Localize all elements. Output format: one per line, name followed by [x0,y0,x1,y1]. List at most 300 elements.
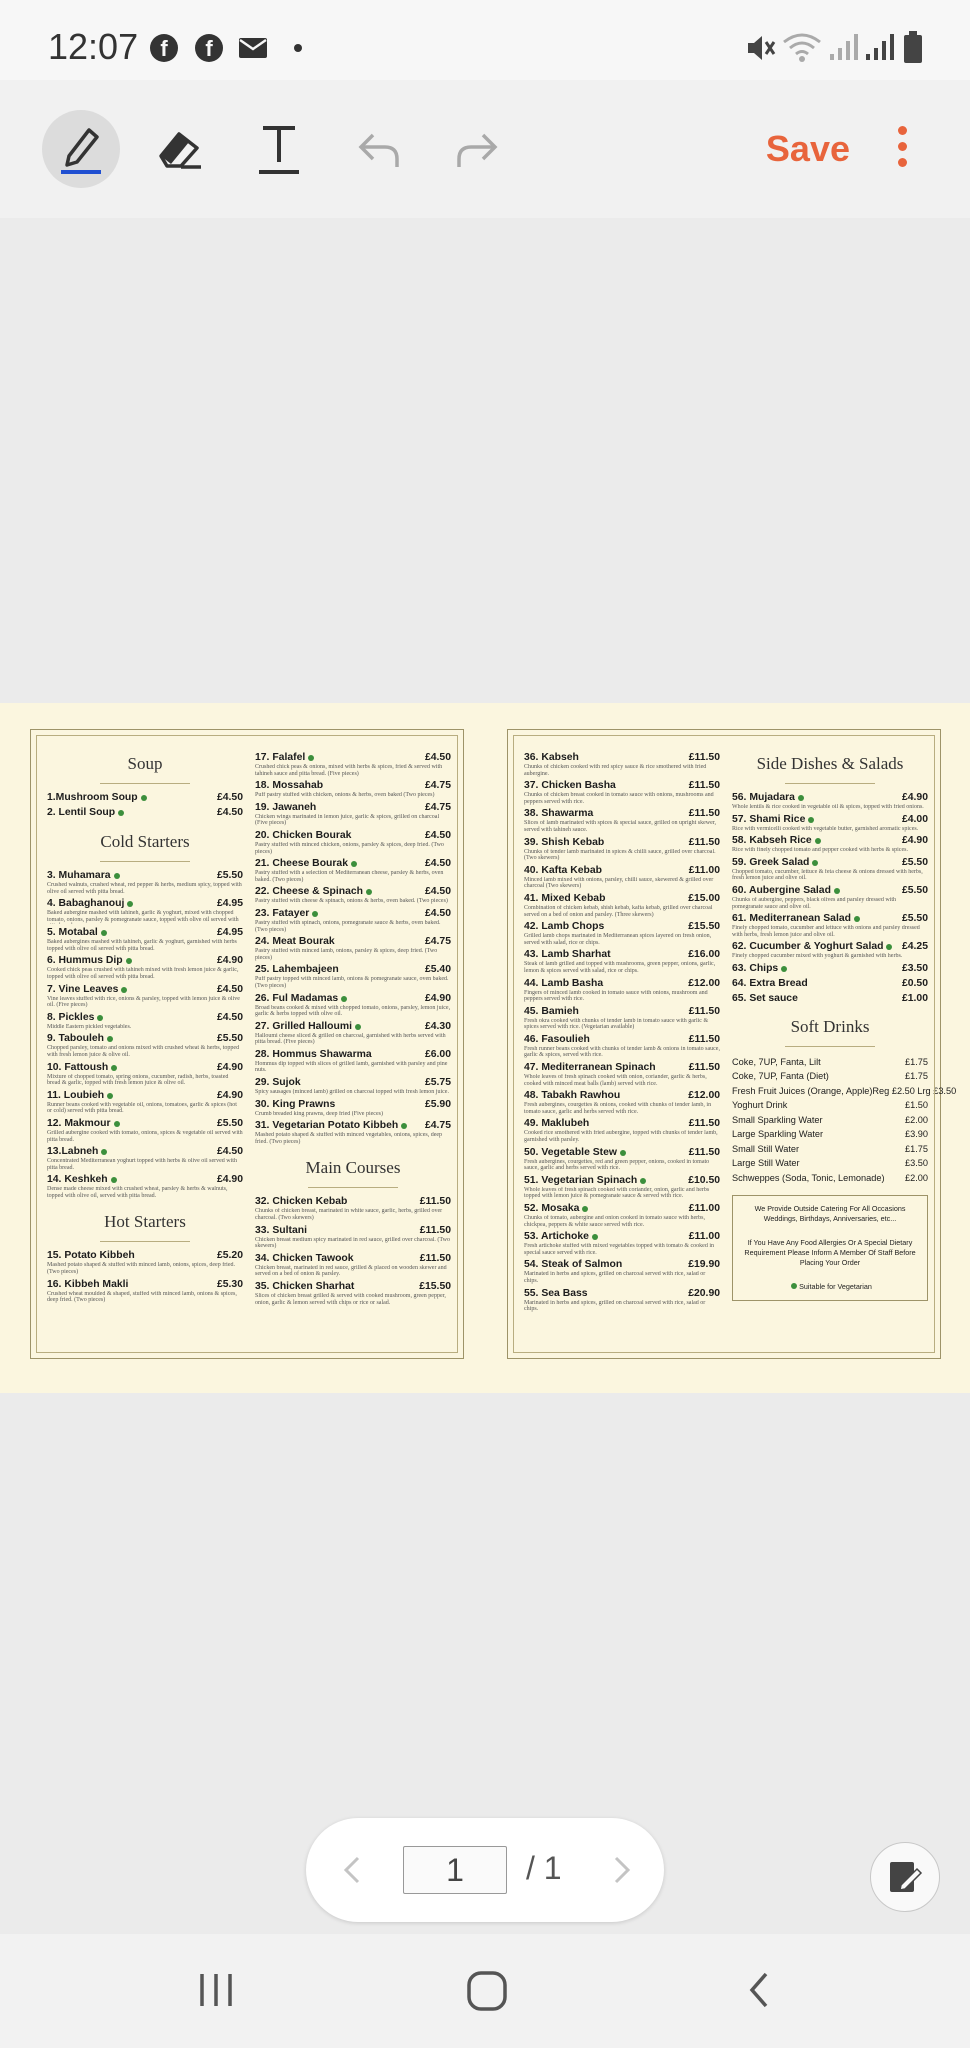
next-page-button[interactable] [606,1854,636,1886]
menu-item-label: 15. Potato Kibbeh [47,1250,135,1262]
menu-item [255,858,451,883]
drink-name: Schweppes (Soda, Tonic, Lemonade) [732,1172,885,1183]
vegetarian-icon [640,1178,646,1184]
menu-item-row [47,1146,243,1158]
drink-price: Reg £2.50 Lrg £3.50 [872,1085,957,1096]
menu-item-description: Chunks of tomato, aubergine and onion cooked in tomato sauce with herbs, chickpea, peppers & white sauce served with rice. [524,1215,706,1228]
vegetarian-icon [808,817,814,823]
menu-item-label: 34. Chicken Tawook [255,1252,354,1264]
menu-item-label: 25. Lahembajeen [255,964,339,976]
menu-item-price: £11.50 [688,1033,720,1045]
menu-item-price: £4.90 [216,1061,243,1073]
menu-item-label: 9. Tabouleh [47,1033,104,1045]
section-heading: Soup [127,754,163,773]
mute-icon [744,32,776,64]
menu-item [524,1203,720,1228]
menu-item [524,837,720,862]
menu-item-price: £4.90 [424,992,451,1004]
menu-item-name [255,1099,335,1111]
ornament [100,1236,190,1242]
menu-item-price: £5.50 [216,1033,243,1045]
menu-item-name [255,908,318,920]
menu-item-label: 46. Fasoulieh [524,1033,590,1045]
menu-item-label: 11. Loubieh [47,1089,105,1101]
recent-apps-button[interactable] [196,1970,236,2010]
menu-page-2 [507,729,957,1359]
menu-item-name [47,807,124,819]
menu-item-description: Pastry stuffed with spinach, onions, pomegranate sauce & herbs, oven baked. (Two pieces) [255,919,441,933]
menu-item-row [524,1147,720,1159]
drink-price: £1.75 [905,1143,928,1154]
menu-item-row [255,802,451,814]
menu-item [47,1118,243,1143]
menu-item [524,978,720,1003]
menu-item-name [255,830,351,842]
eraser-icon [155,126,203,172]
menu-page-1 [30,729,464,1359]
menu-item-row [732,978,928,990]
menu-item [255,830,451,855]
menu-item-price: £11.50 [688,1062,720,1074]
menu-item-row [47,1012,243,1024]
menu-item-row [524,921,720,933]
drink-row [732,1069,928,1084]
eraser-tool-button[interactable] [140,110,218,188]
menu-item-label: 49. Maklubeh [524,1118,590,1130]
menu-item-description: Chunks of chicken cooked with red spicy sauce & rice smothered with fried aubergine. [524,764,707,777]
menu-item-name [524,808,593,820]
menu-item [524,865,720,890]
menu-item-row [732,792,928,804]
menu-item-price: £11.50 [688,780,720,792]
menu-item-name [524,1062,656,1074]
menu-item-description: Baked aubergine mashed with tahineh, garlic & yoghurt, mixed with chopped tomato, onions, parsley & pomegranate sauce, topped with olive oil served with [47,910,239,923]
menu-item-price: £11.50 [688,752,720,763]
menu-item-row [732,941,928,953]
menu-item-label: 60. Aubergine Salad [732,884,831,896]
menu-item-label: 22. Cheese & Spinach [255,886,363,898]
menu-item [255,802,451,827]
menu-item-price: £4.90 [216,955,243,967]
menu-item-price: £5.50 [216,870,243,881]
menu-item-row [255,964,451,976]
drink-price: £3.90 [905,1129,928,1140]
undo-icon [357,129,401,169]
menu-item [524,1147,720,1172]
drink-name: Fresh Fruit Juices (Orange, Apple) [732,1085,873,1096]
menu-item [255,1281,451,1306]
menu-item-description: Dense made cheese mixed with crushed wheat, parsley & herbs & walnuts, topped with olive oil, served with pitta bread. [47,1186,228,1199]
menu-item-description: Fresh runner beans cooked with chunks of tender lamb & onions in tomato sauce, garlic & spices, served with rice. [524,1045,720,1059]
menu-item-name [524,1203,588,1215]
menu-item-price: £4.75 [424,936,451,948]
menu-item [47,807,243,819]
menu-item [732,857,928,882]
previous-page-button[interactable] [338,1854,368,1886]
menu-column [524,752,720,1324]
vegetarian-icon [308,755,314,761]
menu-item-price: £4.50 [424,858,451,870]
menu-item-description: Concentrated Mediterranean yoghurt topped with herbs & olive oil served with pitta bread. [47,1158,237,1171]
menu-item-description: Chunks of chicken breast, marinated in white sauce, garlic, herbs, grilled over charcoal. (Two skewers) [255,1208,443,1222]
menu-item-row [255,1077,451,1089]
drink-row [732,1171,928,1186]
menu-column [255,752,451,1317]
menu-item-label: 33. Sultani [255,1224,307,1236]
menu-item-description: Puff pastry topped with minced lamb, onions & pomegranate sauce, oven baked. (Two pieces) [255,976,449,989]
page-number-input[interactable]: 1 [403,1846,507,1894]
back-button[interactable] [744,1970,774,2010]
menu-item [732,835,928,854]
menu-item-row [47,1062,243,1074]
menu-item [732,913,928,938]
menu-item-label: 3. Muhamara [47,870,111,881]
menu-item-name [255,752,314,764]
menu-item [732,885,928,910]
ornament [100,856,190,862]
menu-item-row [255,1281,451,1293]
save-button[interactable]: Save [765,128,850,169]
menu-item-row [255,886,451,898]
menu-item-description: Rice with vermicelli cooked with vegetable butter, garnished aromatic spices. [732,825,919,832]
menu-item-price: £12.00 [688,1090,720,1102]
menu-item-price: £10.50 [688,1174,720,1186]
page-navigator [306,1818,664,1922]
menu-item [255,936,451,961]
menu-item-label: 29. Sujok [255,1077,301,1089]
menu-item-description: Vine leaves stuffed with rice, onions & parsley, topped with lemon juice & olive oil. (Five pieces) [47,995,240,1009]
dot-icon [294,44,302,52]
vegetarian-icon [815,838,821,844]
menu-item-description: Mashed potato shaped & stuffed with minced vegetables, onions, spices, deep fried. (Two pieces) [255,1132,443,1145]
menu-item-label: 8. Pickles [47,1011,95,1023]
drink-row [732,1098,928,1113]
menu-item-row [47,1033,243,1045]
menu-item-description: Grilled aubergine cooked with tomato, onions, spices & vegetable oil served with pitta bread. [47,1129,243,1143]
menu-item [47,1012,243,1031]
menu-item-label: 64. Extra Bread [732,977,808,989]
menu-item-row [524,893,720,905]
menu-item [255,1253,451,1278]
text-tool-button[interactable] [240,110,318,188]
menu-item-label: 62. Cucumber & Yoghurt Salad [732,941,884,953]
menu-item-row [47,1090,243,1102]
drink-row [732,1113,928,1128]
facebook-icon: f [195,34,223,62]
menu-item-label: 59. Greek Salad [732,856,810,868]
menu-item-row [255,1253,451,1265]
menu-item [524,752,720,777]
menu-item-row [47,898,243,910]
menu-item-name [524,949,611,961]
menu-item-label: 28. Hommus Shawarma [255,1048,372,1060]
menu-item-row [255,1049,451,1061]
menu-item-name [524,893,605,905]
menu-column [47,752,243,1315]
menu-item-description: Chunks of tender lamb marinated in spices & chilli sauce, grilled over charcoal. (Two skewers) [524,848,716,862]
menu-item-row [47,955,243,967]
menu-item [732,941,928,960]
menu-item [732,993,928,1005]
menu-item-price: £4.95 [216,927,243,939]
menu-item [255,993,451,1018]
menu-item [255,964,451,989]
vegetarian-icon [101,930,107,936]
menu-item-label: 54. Steak of Salmon [524,1259,623,1271]
menu-item-row [524,1203,720,1215]
menu-item-row [255,752,451,764]
menu-item-description: Cooked chick peas crushed with tahineh mixed with fresh lemon juice & garlic, topped with olive oil served with pitta bread. [47,967,239,980]
menu-item-price: £3.50 [901,962,928,974]
menu-item [255,886,451,905]
drink-name: Coke, 7UP, Fanta (Diet) [732,1071,829,1082]
more-options-icon[interactable] [896,126,908,168]
vegetarian-icon [355,1024,361,1030]
note-catering: We Provide Outside Catering For All Occasions Weddings, Birthdays, Anniversaries, etc... [754,1204,906,1224]
vegetarian-icon [366,889,372,895]
menu-item [524,1090,720,1115]
menu-item [47,898,243,924]
menu-item-row [47,807,243,819]
drink-name: Small Sparkling Water [732,1114,823,1125]
menu-item-description: Steak of lamb grilled and topped with mushrooms, green pepper, onions, garlic, lemon & spices served with salad, rice or chips. [524,961,716,974]
menu-item-name [732,792,804,804]
drink-price: £1.75 [905,1056,928,1067]
menu-item-row [47,1174,243,1186]
menu-item [732,814,928,833]
menu-item-label: 24. Meat Bourak [255,936,335,948]
menu-item-description: Grilled lamb chops marinated in Mediterranean spices layered on fresh onion, served with salad, rice or chips. [524,933,712,946]
menu-item-name [255,936,335,948]
menu-item [524,808,720,833]
menu-item-label: 61. Mediterranean Salad [732,913,851,925]
menu-item-label: 40. Kafta Kebab [524,864,602,876]
menu-item-price: £4.95 [216,898,243,910]
menu-item-description: Cooked rice smothered with fried aubergine, topped with chunks of tender lamb, garnished with parsley. [524,1130,718,1144]
menu-item-price: £4.30 [424,1020,451,1032]
menu-item-name [524,1006,579,1018]
menu-item [524,1288,720,1313]
menu-item-price: £4.50 [424,829,451,841]
ornament [785,778,875,784]
menu-item-row [524,837,720,849]
menu-item-name [732,814,814,826]
menu-item [524,1034,720,1059]
menu-item-price: £4.75 [424,1120,451,1132]
menu-item [47,792,243,804]
menu-item-price: £1.00 [901,992,928,1004]
menu-item-name [732,963,787,975]
menu-item-label: 17. Falafel [255,752,306,763]
menu-item [255,908,451,933]
menu-item-row [732,857,928,869]
menu-item-price: £4.50 [216,1146,243,1158]
menu-item-label: 52. Mosaka [524,1203,580,1214]
menu-item-description: Marinated in herbs and spices, grilled on charcoal served with rice, salad or chips. [524,1271,706,1284]
menu-item-name [47,1279,128,1291]
menu-item-name [47,898,133,910]
text-icon [257,122,301,176]
menu-item-description: Marinated in herbs and spices, grilled on charcoal served with rice, salad or chips. [524,1299,706,1313]
menu-item-price: £4.90 [901,835,928,847]
menu-item-label: 55. Sea Bass [524,1287,588,1299]
menu-item-price: £19.90 [688,1259,720,1271]
menu-item-row [255,908,451,920]
pen-tool-button[interactable] [42,110,120,188]
menu-item-price: £4.75 [424,780,451,792]
menu-item-name [524,1147,626,1159]
menu-item-name [732,913,860,925]
redo-button[interactable] [438,110,516,188]
menu-item-description: Fresh okra cooked with chunks of tender lamb in tomato sauce with garlic & spices served with rice. (Vegetarian available) [524,1017,709,1031]
menu-item-row [255,780,451,792]
menu-item-price: £4.50 [216,1011,243,1023]
menu-item-description: Pastry stuffed with minced chicken, onions, parsley & spices, deep fried. (Two pieces) [255,841,444,855]
editor-toolbar [0,80,970,218]
vegetarian-icon [107,1093,113,1099]
page-total: / 1 [526,1850,562,1886]
menu-item-name [524,865,602,877]
menu-item-name [47,1174,117,1186]
menu-item-price: £5.50 [901,884,928,896]
menu-item-name [732,857,818,869]
menu-item-label: 57. Shami Rice [732,813,806,825]
facebook-icon: f [150,34,178,62]
menu-item-price: £6.00 [424,1048,451,1060]
drink-row [732,1084,957,1099]
menu-item-description: Fresh aubergines, courgettes, red and green pepper, onions, cooked in tomato sauce, garlic and herbs served with rice. [524,1158,710,1172]
menu-item-row [47,1250,243,1262]
vegetarian-icon [781,966,787,972]
menu-item-name [732,941,892,953]
menu-item-label: 32. Chicken Kebab [255,1196,348,1208]
menu-item-description: Chunks of chicken breast cooked in tomato sauce with onions, mushrooms and peppers served with rice. [524,792,714,805]
menu-item-row [47,984,243,996]
menu-item-description: Whole leaves of fresh spinach cooked with onion, coriander, garlic & herbs, cooked with minced meat balls (lamb) served with rice. [524,1074,707,1087]
menu-item-name [47,927,107,939]
edit-pdf-button[interactable] [870,1842,940,1912]
menu-item-name [524,1259,622,1271]
menu-item-row [255,1099,451,1111]
vegetarian-icon [101,1149,107,1155]
menu-item-price: £5.50 [901,913,928,925]
menu-item-name [524,921,604,933]
menu-item-name [255,1196,347,1208]
menu-item-row [47,1279,243,1291]
drink-row [732,1127,928,1142]
menu-item-label: 36. Kabseh [524,752,579,763]
menu-item-row [524,1034,720,1046]
menu-item-price: £11.50 [688,808,720,820]
menu-item [255,1021,451,1046]
menu-item-price: £15.00 [688,892,720,904]
menu-item-price: £5.50 [216,1117,243,1129]
menu-item-label: 50. Vegetable Stew [524,1146,617,1158]
menu-item-description: Hommus dip topped with slices of grilled lamb, garnished with parsley and pine nuts. [255,1060,448,1074]
undo-button[interactable] [340,110,418,188]
menu-item-description: Runner beans cooked with vegetable oil, onions, tomatoes, garlic & spices (hot or cold) served with pitta bread. [47,1101,237,1115]
drink-name: Yoghurt Drink [732,1100,788,1111]
vegetarian-icon [812,860,818,866]
note-vegetarian: Suitable for Vegetarian [739,1282,921,1292]
menu-item-label: 4. Babaghanouj [47,898,125,910]
menu-item-label: 51. Vegetarian Spinach [524,1174,638,1186]
menu-item-price: £11.50 [419,1224,451,1236]
menu-item [524,780,720,805]
menu-item-price: £0.50 [901,977,928,989]
menu-item-price: £11.50 [688,836,720,848]
menu-item-row [524,1175,720,1187]
vegetarian-icon [854,916,860,922]
menu-item-description: Rice with finely chopped tomato and pepper cooked with herbs & spices. [732,847,908,854]
menu-item-name [255,858,357,870]
menu-item-name [524,1175,646,1187]
menu-item-label: 45. Bamieh [524,1005,579,1017]
menu-item-price: £4.00 [901,813,928,825]
home-button[interactable] [466,1970,508,2012]
menu-item-price: £4.50 [424,886,451,898]
document-canvas[interactable] [0,703,970,1393]
menu-item-name [524,1231,598,1243]
menu-item-price: £11.50 [688,1118,720,1130]
menu-item-row [255,858,451,870]
menu-item-name [47,870,120,882]
menu-item-name [255,1225,307,1237]
menu-item-price: £4.90 [216,1089,243,1101]
status-bar [0,0,970,80]
menu-item-description: Whole leaves of fresh spinach cooked with coriander, onion, garlic and herbs topped with lemon juice & pomegranate sauce & served with rice. [524,1186,710,1200]
menu-item-label: 20. Chicken Bourak [255,829,352,841]
menu-item-row [732,913,928,925]
menu-item-price: £4.50 [216,792,243,803]
vegetarian-icon [111,1177,117,1183]
menu-item-description: Crushed wheat moulded & shaped, stuffed with minced lamb, onions & spices, deep fried. (Two pieces) [47,1290,237,1304]
wifi-icon [782,32,822,64]
menu-item-price: £4.25 [901,941,928,953]
menu-item [47,1090,243,1115]
menu-item [47,1146,243,1171]
menu-item-price: £11.50 [419,1196,451,1208]
menu-item-price: £4.50 [216,983,243,995]
menu-item-name [255,780,323,792]
menu-item-description: Chopped tomato, cucumber, lettuce & feta cheese & onions dressed with herbs, fresh lemon juice and olive oil. [732,868,923,882]
mail-icon [238,36,268,60]
menu-item-row [524,1006,720,1018]
menu-item-name [47,1062,117,1074]
menu-item-description: Slices of lamb marinated with spices & special sauce, grilled on upright skewer, served with tahineh sauce. [524,820,717,833]
drink-price: £2.00 [905,1114,928,1125]
menu-item-label: 10. Fattoush [47,1061,109,1073]
vegetarian-icon [121,987,127,993]
menu-item-name [524,837,604,849]
menu-item [255,780,451,799]
menu-item-row [524,1288,720,1300]
vegetarian-icon [592,1234,598,1240]
menu-item-row [255,830,451,842]
ornament [308,1182,398,1188]
menu-item-row [732,885,928,897]
section-heading: Soft Drinks [790,1016,870,1036]
battery-icon [902,30,924,64]
vegetarian-icon [886,944,892,950]
drink-name: Coke, 7UP, Fanta, Lilt [732,1056,821,1067]
status-time: 12:07 [48,26,139,67]
menu-item-price: £5.20 [216,1250,243,1262]
menu-item-label: 2. Lentil Soup [47,807,116,818]
menu-item-name [47,1012,103,1024]
menu-item [524,1006,720,1031]
menu-item [732,963,928,975]
